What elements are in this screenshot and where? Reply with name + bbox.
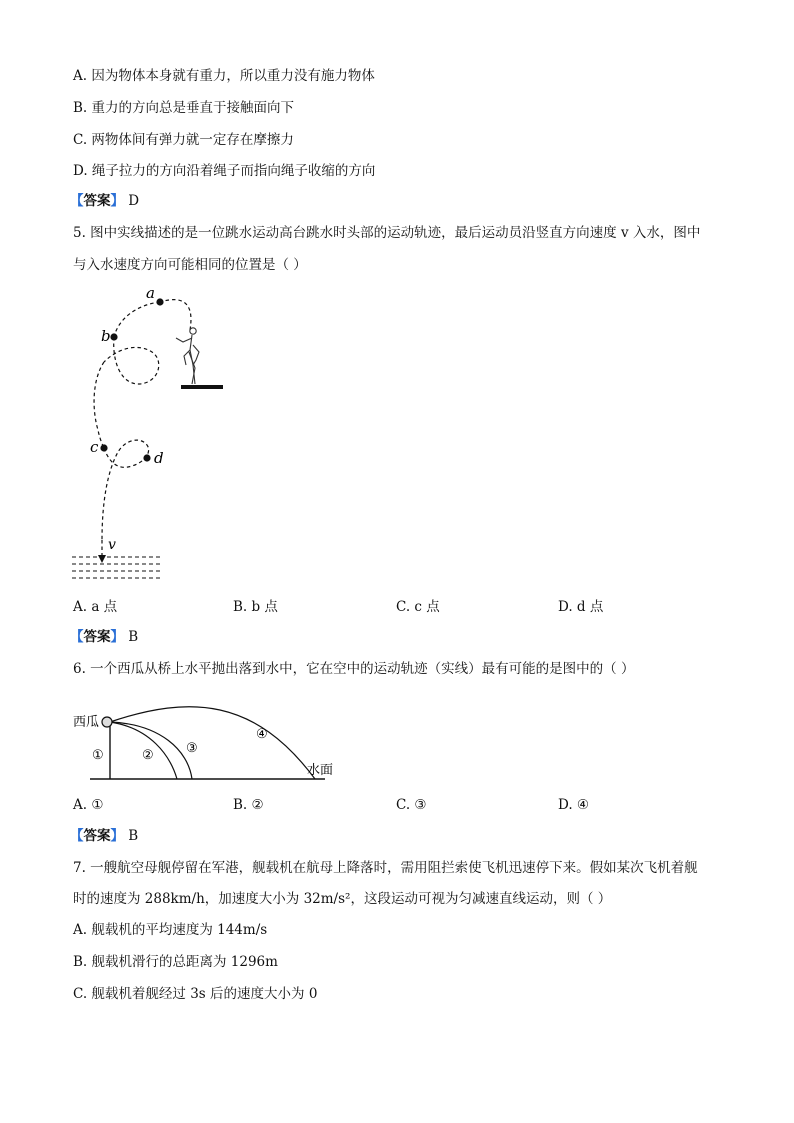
q6-option-b: B. ② — [233, 797, 264, 813]
q6-stem: 6. 一个西瓜从桥上水平抛出落到水中，它在空中的运动轨迹（实线）最有可能的是图中的（ ） — [73, 661, 635, 677]
q5-option-b: B. b 点 — [233, 599, 278, 615]
q6-answer-value: B — [128, 828, 139, 844]
q4-option-a: A. 因为物体本身就有重力，所以重力没有施力物体 — [73, 68, 375, 84]
q4-option-b: B. 重力的方向总是垂直于接触面向下 — [73, 100, 295, 116]
label-d: d — [154, 449, 164, 467]
label-p1: ① — [92, 748, 104, 763]
label-watermelon: 西瓜 — [73, 715, 100, 730]
q5-option-d: D. d 点 — [558, 599, 604, 615]
q5-answer-value: B — [128, 629, 139, 645]
q4-option-c: C. 两物体间有弹力就一定存在摩擦力 — [73, 132, 294, 148]
label-p3: ③ — [186, 741, 198, 756]
label-c: c — [90, 438, 99, 456]
label-b: b — [101, 327, 111, 345]
q7-option-c: C. 舰载机着舰经过 3s 后的速度大小为 0 — [73, 986, 318, 1002]
watermelon-icon — [102, 717, 112, 727]
label-p4: ④ — [256, 727, 268, 742]
q4-answer: 【答案】 D — [70, 193, 140, 209]
q7-option-b: B. 舰载机滑行的总距离为 1296m — [73, 954, 278, 970]
label-p2: ② — [142, 748, 154, 763]
q5-stem-line1: 5. 图中实线描述的是一位跳水运动高台跳水时头部的运动轨迹，最后运动员沿竖直方向速度 v 入水，图中 — [73, 225, 701, 241]
q6-option-d: D. ④ — [558, 797, 590, 813]
q5-option-c: C. c 点 — [396, 599, 440, 615]
q5-option-a: A. a 点 — [73, 599, 118, 615]
q7-option-a: A. 舰载机的平均速度为 144m/s — [73, 922, 268, 938]
q7-stem-line1: 7. 一艘航空母舰停留在军港，舰载机在航母上降落时，需用阻拦索使飞机迅速停下来。假如某次飞机着舰 — [73, 860, 698, 876]
diver-icon — [176, 328, 199, 384]
q6-option-c: C. ③ — [396, 797, 427, 813]
label-water: 水面 — [307, 763, 334, 778]
q6-projectile-figure — [0, 690, 794, 790]
q5-answer: 【答案】 B — [70, 629, 139, 645]
q4-option-d: D. 绳子拉力的方向沿着绳子而指向绳子收缩的方向 — [73, 163, 376, 179]
q5-stem-line2: 与入水速度方向可能相同的位置是（ ） — [73, 257, 307, 273]
q6-answer: 【答案】 B — [70, 828, 139, 844]
q7-stem-line2: 时的速度为 288km/h，加速度大小为 32m/s²，这段运动可视为匀减速直线运动，则（ ） — [73, 891, 612, 907]
q4-answer-value: D — [128, 193, 140, 209]
label-v: v — [108, 537, 116, 553]
q6-option-a: A. ① — [73, 797, 104, 813]
label-a: a — [146, 284, 155, 302]
